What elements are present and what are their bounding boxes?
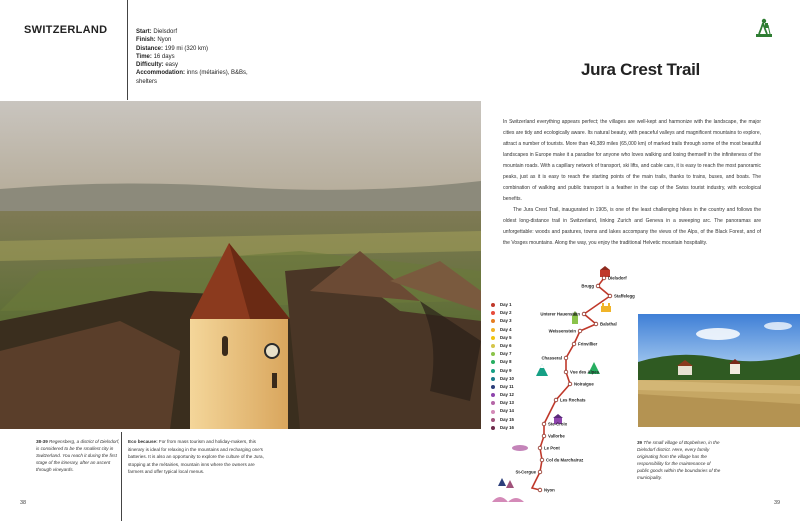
map-stop-marker (564, 370, 568, 374)
legend-dot (491, 328, 495, 332)
photo-caption-left: 38-39 Regensberg, a district of Dielsdorf, is considered to be the smallest city in Switzerland. You reach it during the first stage of the itinerary, after an ascent through vineyards. (36, 439, 120, 472)
legend-item (491, 358, 514, 366)
map-stop-label: Staffelegg (614, 293, 635, 299)
caption-divider (121, 432, 122, 521)
map-stop-marker (554, 398, 558, 402)
bopbelsen-photo (638, 314, 800, 427)
fact-distance: Distance: 199 mi (320 km) (136, 45, 209, 52)
legend-dot (491, 311, 495, 315)
legend-dot (491, 393, 495, 397)
paragraph: The Jura Crest Trail, inaugurated in 1905, is one of the least challenging hikes in the country and follows the oldest long-distance trail in Switzerland, linking Zurich and Geneva in a sweeping arc. The panoramas are unforgettable: woods and pastures, towns and lakes accompany the views of the Alps, of the Black Forest, and of the Vosges mountains. Along the way, you enjoy the traditional Helvetic mountain hospitality. (503, 207, 761, 246)
paragraph: In Switzerland everything appears perfect; the villages are well-kept and harmonize with the landscape, the major cities are tidy and ecologically aware. Its natural beauty, with peaceful valleys and magnificent mountains to explore, attract a number of tourists. More than 40,389 miles (65,000 km) of marked trails through some of the most beautiful landscapes in Europe make it a paradise for anyone who loves walking and losing themself in the infiniteness of the mountain roads. With a capillary network of transport, ski lifts, and cable cars, it is easy to reach the most panoramic peaks, just as it is easy to reach the starting points of the main trails, thanks to trains, buses, and boats. The combination of walking and public transport is a feather in the cap of the Swiss tourist industry, with ecological benefits. (503, 119, 761, 202)
map-stop-label: St-Cergue (515, 469, 536, 475)
map-stop-label: Unterer Hauenstein (540, 311, 580, 317)
legend-label: Day 12 (500, 392, 514, 398)
legend-item (491, 326, 514, 334)
legend-label: Day 4 (500, 326, 512, 332)
map-stop-marker (568, 382, 572, 386)
legend-label: Day 3 (500, 318, 512, 324)
legend-item (491, 391, 514, 399)
map-stop-marker (538, 488, 542, 492)
fact-accommodation: Accommodation: inns (métairies), B&Bs, shelters (136, 70, 248, 85)
legend-item (491, 309, 514, 317)
map-stop-marker (538, 446, 542, 450)
map-stop-marker (602, 276, 606, 280)
map-stop-marker (596, 284, 600, 288)
legend-dot (491, 377, 495, 381)
article-body (503, 117, 761, 249)
legend-item (491, 407, 514, 415)
fact-start: Start: Dielsdorf (136, 29, 178, 35)
legend-label: Day 15 (500, 416, 514, 422)
map-stop-label: Frinvillier (578, 341, 598, 347)
legend-label: Day 11 (500, 383, 514, 389)
map-stop-label: Vallorbe (548, 433, 565, 439)
legend-item (491, 416, 514, 424)
legend-label: Day 7 (500, 351, 512, 357)
map-stop-marker (578, 329, 582, 333)
lake-icon (512, 445, 528, 451)
legend-dot (491, 319, 495, 323)
legend-item (491, 399, 514, 407)
map-stop-marker (594, 322, 598, 326)
map-stop-label: Ste-Croix (548, 421, 568, 427)
legend-label: Day 5 (500, 334, 512, 340)
legend-dot (491, 418, 495, 422)
fortress-icon (601, 303, 611, 312)
map-stop-label: Weissenstein (548, 328, 576, 334)
map-stop-label: Nyon (544, 487, 555, 493)
legend-dot (491, 360, 495, 364)
map-stop-marker (542, 434, 546, 438)
legend-item (491, 383, 514, 391)
map-stop-marker (564, 356, 568, 360)
legend-dot (491, 385, 495, 389)
map-stop-marker (608, 294, 612, 298)
legend-label: Day 13 (500, 400, 514, 406)
legend-item (491, 367, 514, 375)
legend-label: Day 2 (500, 310, 512, 316)
legend-label: Day 14 (500, 408, 514, 414)
mountain-icon (536, 364, 548, 376)
divider (127, 0, 128, 100)
legend-item (491, 342, 514, 350)
legend-dot (491, 344, 495, 348)
map-stop-label: Balsthal (600, 321, 617, 327)
map-stop-marker (540, 458, 544, 462)
legend-dot (491, 369, 495, 373)
legend-dot (491, 352, 495, 356)
page-number-left: 38 (20, 500, 27, 506)
map-stop-marker (582, 312, 586, 316)
section-title: SWITZERLAND (24, 24, 108, 36)
hills-icon (492, 497, 524, 502)
trail-title: Jura Crest Trail (581, 60, 700, 79)
map-stop-label: Noiraigue (574, 381, 594, 387)
legend-item (491, 350, 514, 358)
tree-icon (498, 478, 514, 488)
trail-facts (136, 28, 256, 86)
fact-finish: Finish: Nyon (136, 37, 172, 44)
legend-label: Day 16 (500, 424, 514, 430)
map-stop-label: Les Rochats (560, 397, 586, 403)
hiker-icon (756, 18, 772, 38)
map-legend (491, 301, 514, 432)
regensberg-photo (0, 101, 481, 429)
map-stop-label: Vue des Alpes (570, 369, 600, 375)
legend-label: Day 8 (500, 359, 512, 365)
legend-label: Day 9 (500, 367, 512, 373)
legend-item (491, 317, 514, 325)
map-stop-marker (572, 342, 576, 346)
legend-item (491, 424, 514, 432)
fact-difficulty: Difficulty: easy (136, 62, 179, 69)
map-stop-label: Col du Marchairuz (546, 457, 584, 463)
legend-item (491, 334, 514, 342)
legend-dot (491, 303, 495, 307)
map-stop-label: Chasseral (541, 355, 562, 361)
map-stop-label: Le Pont (544, 445, 560, 451)
map-stop-label: Dielsdorf (608, 275, 627, 281)
legend-item (491, 301, 514, 309)
fact-time: Time: 16 days (136, 53, 175, 60)
legend-label: Day 6 (500, 342, 512, 348)
eco-because: Eco because: For from mass tourism and holiday-makers, this itinerary is ideal for relaxing in the mountains and recharging one's batteries. It is also an opportunity to explore the culture of the Jura, stopping at the métairies, mountain inns where the owners are farmers and offer typical local menus. (128, 439, 264, 474)
legend-label: Day 1 (500, 302, 512, 307)
legend-dot (491, 401, 495, 405)
map-stop-marker (538, 470, 542, 474)
page-number-right: 39 (774, 500, 781, 506)
legend-label: Day 10 (500, 375, 514, 381)
legend-dot (491, 336, 495, 340)
legend-dot (491, 426, 495, 430)
photo-caption-right: 39 The small village of Bopbelsen, in the Dielsdorf district. Here, every family originating from the village has the responsibility for the maintenance of public goods within the boundaries of the municipality. (637, 440, 721, 480)
map-stop-marker (542, 422, 546, 426)
legend-dot (491, 410, 495, 414)
legend-item (491, 375, 514, 383)
map-stop-label: Brugg (581, 283, 594, 289)
